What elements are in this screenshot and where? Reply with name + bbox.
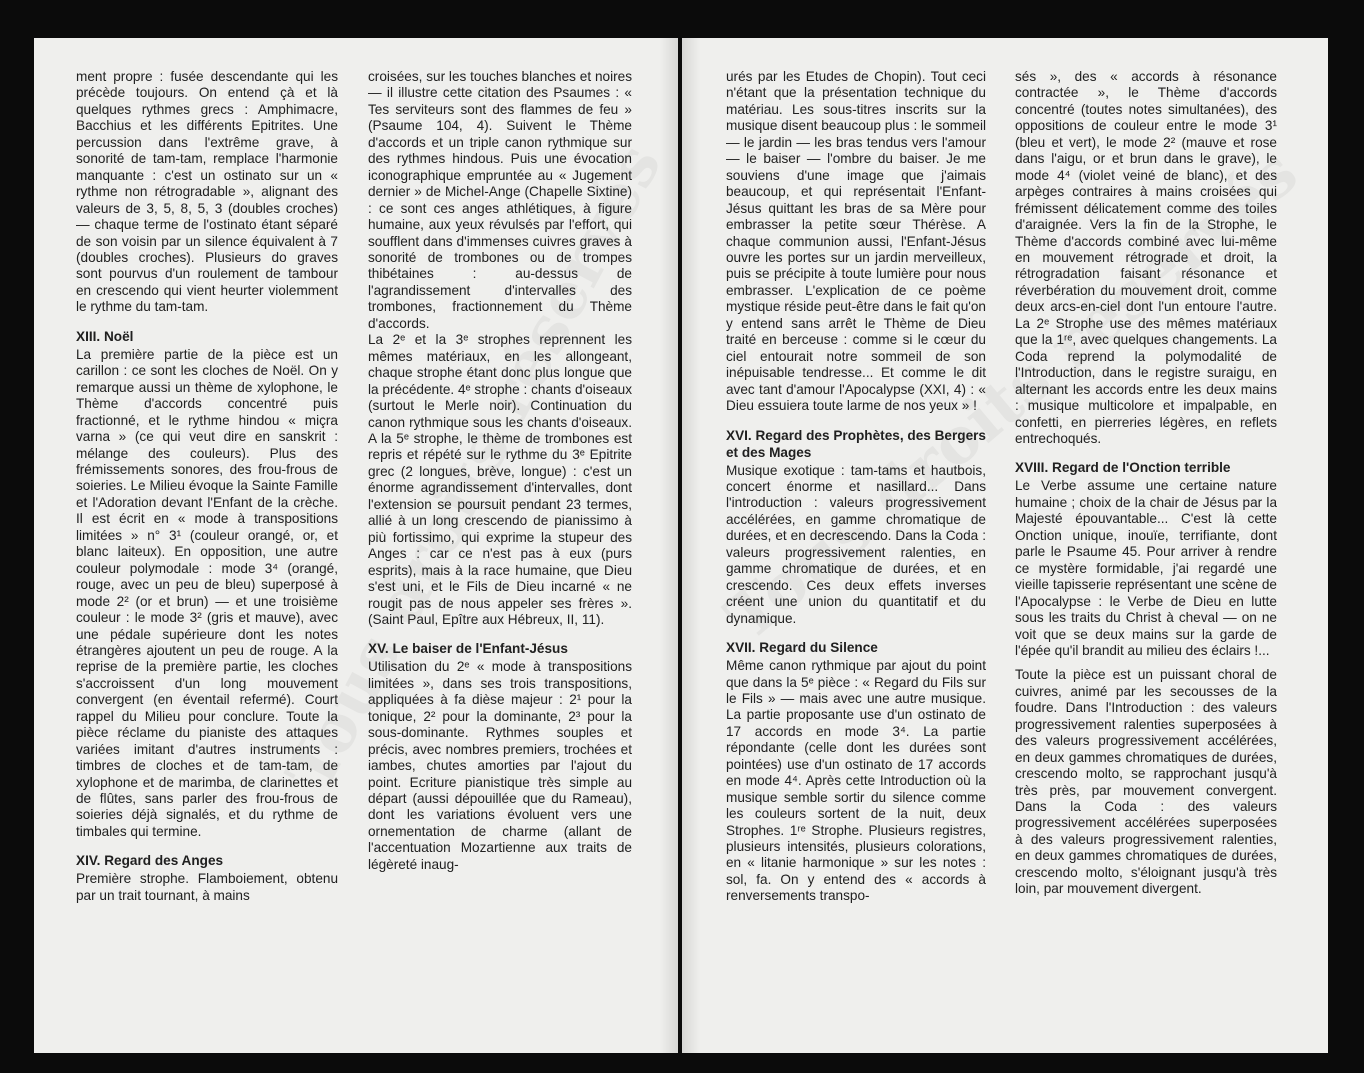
paragraph: La 2ᵉ et la 3ᵉ strophes reprennent les mêmes matériaux, en les allongeant, chaque strophe étant donc plus longue que la précédente. 4ᵉ strophe : chants d'oiseaux (surtout le Merle noir). Continuation du canon rythmique sous les chants d'oiseaux. A la 5ᵉ strophe, le thème de trombones est repris et répété sur le rythme du 3ᵉ Epitrite grec (2 longues, brève, longue) : c'est un énorme agrandissement d'intervalles, dont l'extension se poursuit pendant 23 termes, allié à un long crescendo de pianissimo à più fortissimo, qui exprime la stupeur des Anges : car ce n'est pas à eux (purs esprits), mais à la race humaine, que Dieu s'est uni, et le Fils de Dieu incarné « ne rougit pas de nous appeler ses frères ». (Saint Paul, Epître aux Hébreux, II, 11). [368,332,632,627]
paragraph: Utilisation du 2ᵉ « mode à transpositions limitées », dans ses trois transpositions, appliquées à fa dièse majeur : 2¹ pour la tonique, 2² pour la dominante, 2³ pour la sous-dominante. Rythmes souples et précis, avec nombres premiers, trochées et iambes, chutes amorties par l'ajout du point. Ecriture pianistique très simple au départ (aussi dépouillée que du Rameau), dont les variations évoluent vers une ornementation de charme (allant de l'accentuation Mozartienne aux traits de légèreté inaug- [368,659,632,872]
text-column-1 [76,69,338,904]
section-heading-silence: XVII. Regard du Silence [726,640,878,656]
paragraph: Première strophe. Flamboiement, obtenu par un trait tournant, à mains [76,871,338,903]
paragraph: Musique exotique : tam-tams et hautbois, concert énorme et nasillard... Dans l'introduction : valeurs progressivement accélérées, en gamme chromatique de durées, et en decrescendo. Dans la Coda : valeurs progressivement ralenties, en gamme chromatique de durées, et en crescendo. Ces deux effets inverses créent une union du quantitatif et du dynamique. [726,462,986,626]
section-heading-anges: XIV. Regard des Anges [76,853,224,869]
text-column-2 [368,69,632,873]
section-heading-onction: XVIII. Regard de l'Onction terrible [1015,460,1231,476]
paragraph: ment propre : fusée descendante qui les précède toujours. On entend çà et là quelques rythmes grecs : Amphimacre, Bacchius et les différents Epitrites. Une percussion dans l'extrême grave, à sonorité de tam-tam, remplace l'harmonie manquante : c'est un ostinato sur un « rythme non rétrogradable », alignant des valeurs de 3, 5, 8, 5, 3 (doubles croches) — chaque terme de l'ostinato étant séparé de son voisin par un silence équivalent à 7 (doubles croches). Plusieurs do graves sont pourvus d'un roulement de tambour en crescendo qui vient heurter violemment le rythme du tam-tam. [76,69,338,315]
text-column-3 [726,69,986,905]
paragraph: urés par les Etudes de Chopin). Tout ceci n'étant que la présentation technique du matériau. Les sous-titres inscrits sur la musique disent beaucoup plus : le sommeil — le jardin — les bras tendus vers l'amour — le baiser — l'ombre du baiser. Je me souviens d'une image que j'aimais beaucoup, et qui représentait l'Enfant-Jésus quittant les bras de sa Mère pour embrasser la petite sœur Thérèse. A chaque communion aussi, l'Enfant-Jésus ouvre les portes sur un jardin merveilleux, puis se précipite à toute lumière pour nous embrasser. L'explication de ce poème mystique réside peut-être dans le fait qu'on y entend sans arrêt le Thème de Dieu traité en berceuse : comme si le cœur du ciel entourait notre sommeil de son inépuisable tendresse... Et comme le dit avec tant d'amour l'Apocalypse (XXI, 4) : « Dieu essuiera toute larme de nos yeux » ! [726,69,986,414]
paragraph: La première partie de la pièce est un carillon : ce sont les cloches de Noël. On y remarque aussi un thème de xylophone, le Thème d'accords concentré puis fractionné, et le rythme hindou « miçra varna » (ce qui veut dire en sanskrit : mélange des couleurs). Plus des frémissements sonores, des frou-frous de soieries. Le Milieu évoque la Sainte Famille et l'Adoration devant l'Enfant de la crèche. Il est écrit en « mode à transpositions limitées » n° 3¹ (couleur orangé, or, et blanc laiteux). En opposition, une autre couleur polymodale : mode 3⁴ (orangé, rouge, avec un peu de bleu) superposé à mode 2² (or et brun) — et une troisième couleur : le mode 3² (gris et mauve), avec une pédale supérieure dont les notes étrangères ajoutent un peu de rouge. A la reprise de la première partie, les cloches s'accroissent d'un long mouvement convergent (en éventail refermé). Court rappel du Milieu pour conclure. Toute la pièce réclame du pianiste des attaques variées imitant d'autres instruments : timbres de cloches et de tam-tam, de xylophone et de marimba, de clarinettes et de flûtes, sans parler des frou-frous de soieries déjà signalés, et du rythme de timbales qui termine. [76,346,338,839]
section-heading-noel: XIII. Noël [76,328,134,344]
section-heading-enfant-jesus: XV. Le baiser de l'Enfant-Jésus [368,641,568,657]
paragraph: Toute la pièce est un puissant choral de cuivres, animé par les secousses de la foudre. Dans l'Introduction : des valeurs progressivement ralenties superposées à des valeurs progressivement accélérées, en deux gammes chromatiques de durées, crescendo molto, se rapprochant jusqu'à très près, par mouvement convergent. Dans la Coda : des valeurs progressivement accélérées superposées à des valeurs progressivement ralenties, en deux gammes chromatiques de durées, crescendo molto, s'éloignant jusqu'à très loin, par mouvement divergent. [1015,667,1277,897]
text-column-4 [1015,69,1277,898]
paragraph: sés », des « accords à résonance contractée », le Thème d'accords concentré (toutes notes simultanées), des oppositions de couleur entre le mode 3¹ (bleu et vert), le mode 2² (mauve et rose dans l'aigu, or et brun dans le grave), le mode 4⁴ (violet veiné de blanc), et des arpèges contraires à mains croisées qui frémissent délicatement comme des toiles d'araignée. Vers la fin de la Strophe, le Thème d'accords combiné avec lui-même en mouvement rétrograde et droit, la rétrogradation faisant résonance et réverbération du mouvement droit, comme deux arcs-en-ciel dont l'un entoure l'autre. La 2ᵉ Strophe use des mêmes matériaux que la 1ʳᵉ, avec quelques changements. La Coda reprend la polymodalité de l'Introduction, dans le registre suraigu, en alternant les accords entre les deux mains : musique multicolore et impalpable, en confetti, en pierreries légères, en reflets entrechoqués. [1015,69,1277,446]
paragraph: croisées, sur les touches blanches et noires — il illustre cette citation des Psaumes : « Tes serviteurs sont des flammes de feu » (Psaume 104, 4). Suivent le Thème d'accords et un triple canon rythmique sur des rythmes hindous. Puis une évocation iconographique empruntée au « Jugement dernier » de Michel-Ange (Chapelle Sixtine) : ce sont ces anges athlétiques, à figure humaine, aux yeux révulsés par l'effort, qui soufflent dans d'immenses cuivres graves à sonorité de trombones ou de trompes thibétaines : au-dessus de l'agrandissement d'intervalles des trombones, fractionnement du Thème d'accords. [368,69,632,331]
gutter-shadow-right [682,38,700,1053]
gutter-shadow-left [660,38,678,1053]
paragraph: Même canon rythmique par ajout du point que dans la 5ᵉ pièce : « Regard du Fils sur le Fils » — mais avec une autre musique. La partie proposante use d'un ostinato de 17 accords en mode 3⁴. La partie répondante (celle dont les durées sont pointées) use d'un ostinato de 17 accords en mode 4⁴. Après cette Introduction où la musique semble sortir du silence comme les couleurs sortent de la nuit, deux Strophes. 1ʳᵉ Strophe. Plusieurs registres, plusieurs intensités, plusieurs colorations, en « litanie harmonique » sur les notes : sol, fa. On y entend des « accords à renversements transpo- [726,658,986,904]
right-page [682,38,1328,1053]
left-page [34,38,678,1053]
paragraph: Le Verbe assume une certaine nature humaine ; choix de la chair de Jésus par la Majesté épouvantable... C'est là cette Onction unique, inouïe, terrifiante, dont parle le Psaume 45. Pour arriver à rendre ce mystère formidable, j'ai regardé une vieille tapisserie représentant une scène de l'Apocalypse : le Verbe de Dieu en lutte sous les traits du Christ à cheval — on ne voit que se deux mains sur la garde de l'épée qu'il brandit au milieu des éclairs !... [1015,478,1277,658]
section-heading-prophetes: XVI. Regard des Prophètes, des Bergers et des Mages [726,427,986,460]
